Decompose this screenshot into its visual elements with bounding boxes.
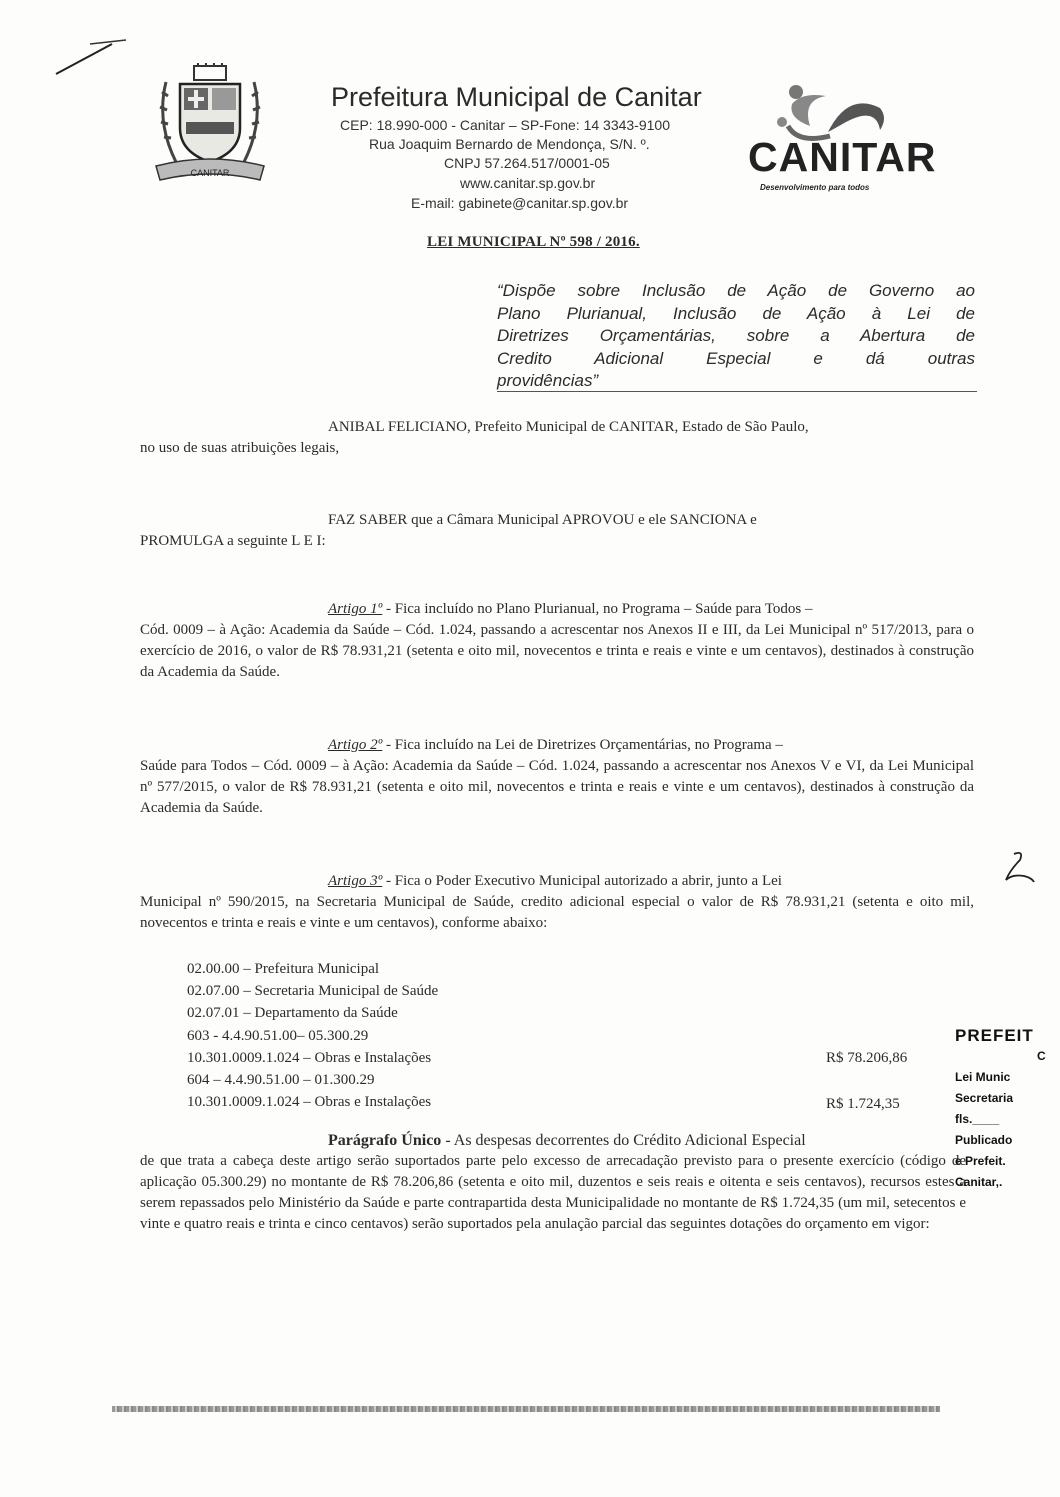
article-2 bbox=[140, 735, 974, 819]
preamble-first: ANIBAL FELICIANO, Prefeito Municipal de CANITAR, Estado de São Paulo, bbox=[328, 419, 809, 435]
paragrafo-label: Parágrafo Único bbox=[328, 1132, 442, 1149]
article-1 bbox=[140, 599, 974, 683]
budget-line: 604 – 4.4.90.51.00 – 01.300.29 bbox=[187, 1072, 375, 1089]
article-1-text-first: - Fica incluído no Plano Plurianual, no Programa – Saúde para Todos – bbox=[382, 601, 813, 617]
ementa-line: Plano Plurianual, Inclusão de Ação à Lei de bbox=[497, 303, 975, 323]
paragrafo-text-first: - As despesas decorrentes do Crédito Adicional Especial bbox=[441, 1132, 806, 1149]
stamp-line: C bbox=[1037, 1049, 1046, 1063]
header-email: E-mail: gabinete@canitar.sp.gov.br bbox=[411, 195, 629, 211]
stamp-line: Publicado bbox=[955, 1133, 1013, 1147]
budget-line: 02.07.00 – Secretaria Municipal de Saúde bbox=[187, 983, 439, 1000]
budget-amount: R$ 1.724,35 bbox=[826, 1096, 900, 1112]
paragrafo-text: de que trata a cabeça deste artigo serão suportados parte pelo excesso de arrecadação previsto para o presente exercício (código de aplicação 05.300.29) no montante de R$ 78.206,86 (setenta e oito mil, duzentos e seis reais e oitenta e seis centavos), recursos estes a serem repassados pelo Ministério da Saúde e parte contrapartida desta Municipalidade no montante de R$ 1.724,35 (um mil, setecentos e vinte e quatro reais e trinta e cinco centavos) serão suportados pela anulação parcial das seguintes dotações do orçamento em vigor: bbox=[140, 1153, 966, 1232]
article-3 bbox=[140, 871, 974, 934]
article-2-text-first: - Fica incluído na Lei de Diretrizes Orçamentárias, no Programa – bbox=[382, 737, 783, 753]
canitar-logo bbox=[748, 82, 937, 200]
ementa-line: Diretrizes Orçamentárias, sobre a Abertura de bbox=[497, 326, 975, 345]
faz-saber-first: FAZ SABER que a Câmara Municipal APROVOU e ele SANCIONA e bbox=[328, 512, 757, 528]
stamp-line: e Prefeit. bbox=[955, 1154, 1006, 1168]
article-3-label: Artigo 3º bbox=[328, 873, 383, 889]
ementa bbox=[497, 280, 975, 393]
footer-divider bbox=[112, 1406, 940, 1412]
stamp-line: Lei Munic bbox=[955, 1070, 1011, 1084]
budget-list bbox=[187, 958, 438, 1113]
municipal-crest-icon bbox=[152, 62, 268, 192]
header-address-line: CEP: 18.990-000 - Canitar – SP-Fone: 14 3343-9100 bbox=[340, 117, 670, 133]
header-title: Prefeitura Municipal de Canitar bbox=[331, 82, 702, 112]
faz-saber-rest: PROMULGA a seguinte L E I: bbox=[140, 533, 326, 549]
article-3-text: Municipal nº 590/2015, na Secretaria Municipal de Saúde, credito adicional especial o valor de R$ 78.931,21 (setenta e oito mil, novecentos e trinta e reais e vinte e um centavos), conforme abaixo: bbox=[140, 894, 974, 931]
article-3-text-first: - Fica o Poder Executivo Municipal autorizado a abrir, junto a Lei bbox=[382, 873, 782, 889]
budget-line: 603 - 4.4.90.51.00– 05.300.29 bbox=[187, 1027, 369, 1044]
stamp-line: Canitar,. bbox=[955, 1175, 1003, 1189]
preamble bbox=[140, 417, 974, 459]
preamble-rest: no uso de suas atribuições legais, bbox=[140, 440, 340, 456]
budget-line: 10.301.0009.1.024 – Obras e Instalações bbox=[187, 1049, 432, 1066]
article-1-text: Cód. 0009 – à Ação: Academia da Saúde – Cód. 1.024, passando a acrescentar nos Anexos II e III, da Lei Municipal nº 517/2013, para o exercício de 2016, o valor de R$ 78.931,21 (setenta e oito mil, novecentos e trinta e reais e vinte e um centavos), destinados à construção da Academia da Saúde. bbox=[140, 622, 974, 680]
crest-label: CANITAR bbox=[190, 168, 230, 178]
header-cnpj: CNPJ 57.264.517/0001-05 bbox=[444, 155, 610, 171]
stamp-line: PREFEIT bbox=[955, 1026, 1034, 1045]
budget-line: 10.301.0009.1.024 – Obras e Instalações bbox=[187, 1094, 432, 1111]
paragrafo-unico bbox=[140, 1130, 966, 1235]
ementa-divider bbox=[497, 391, 977, 392]
logo-wordmark: CANITAR bbox=[748, 134, 937, 180]
ementa-line: Credito Adicional Especial e dá outras bbox=[497, 348, 975, 368]
article-1-label: Artigo 1º bbox=[328, 601, 383, 617]
handwritten-mark bbox=[50, 38, 130, 78]
handwritten-initial bbox=[1000, 848, 1040, 890]
stamp-line: fls.____ bbox=[955, 1112, 1000, 1126]
budget-line: 02.00.00 – Prefeitura Municipal bbox=[187, 961, 380, 977]
ementa-line: “Dispõe sobre Inclusão de Ação de Governo ao bbox=[497, 281, 975, 300]
law-title: LEI MUNICIPAL Nº 598 / 2016. bbox=[427, 234, 640, 250]
article-2-text: Saúde para Todos – Cód. 0009 – à Ação: Academia da Saúde – Cód. 1.024, passando a acrescentar nos Anexos V e VI, da Lei Municipal nº 577/2015, o valor de R$ 78.931,21 (setenta e oito mil, novecentos e trinta e reais e vinte e um centavos), destinados à construção da Academia da Saúde. bbox=[140, 758, 974, 816]
article-2-label: Artigo 2º bbox=[328, 737, 383, 753]
logo-slogan: Desenvolvimento para todos bbox=[760, 183, 870, 192]
budget-amount: R$ 78.206,86 bbox=[826, 1050, 908, 1066]
header-website: www.canitar.sp.gov.br bbox=[460, 175, 596, 191]
header-address-line: Rua Joaquim Bernardo de Mendonça, S/N. º. bbox=[369, 136, 650, 152]
budget-line: 02.07.01 – Departamento da Saúde bbox=[187, 1005, 398, 1022]
publication-stamp bbox=[955, 1025, 1060, 1193]
stamp-line: Secretaria bbox=[955, 1091, 1014, 1105]
faz-saber bbox=[140, 510, 974, 552]
ementa-line: providências” bbox=[497, 371, 599, 390]
